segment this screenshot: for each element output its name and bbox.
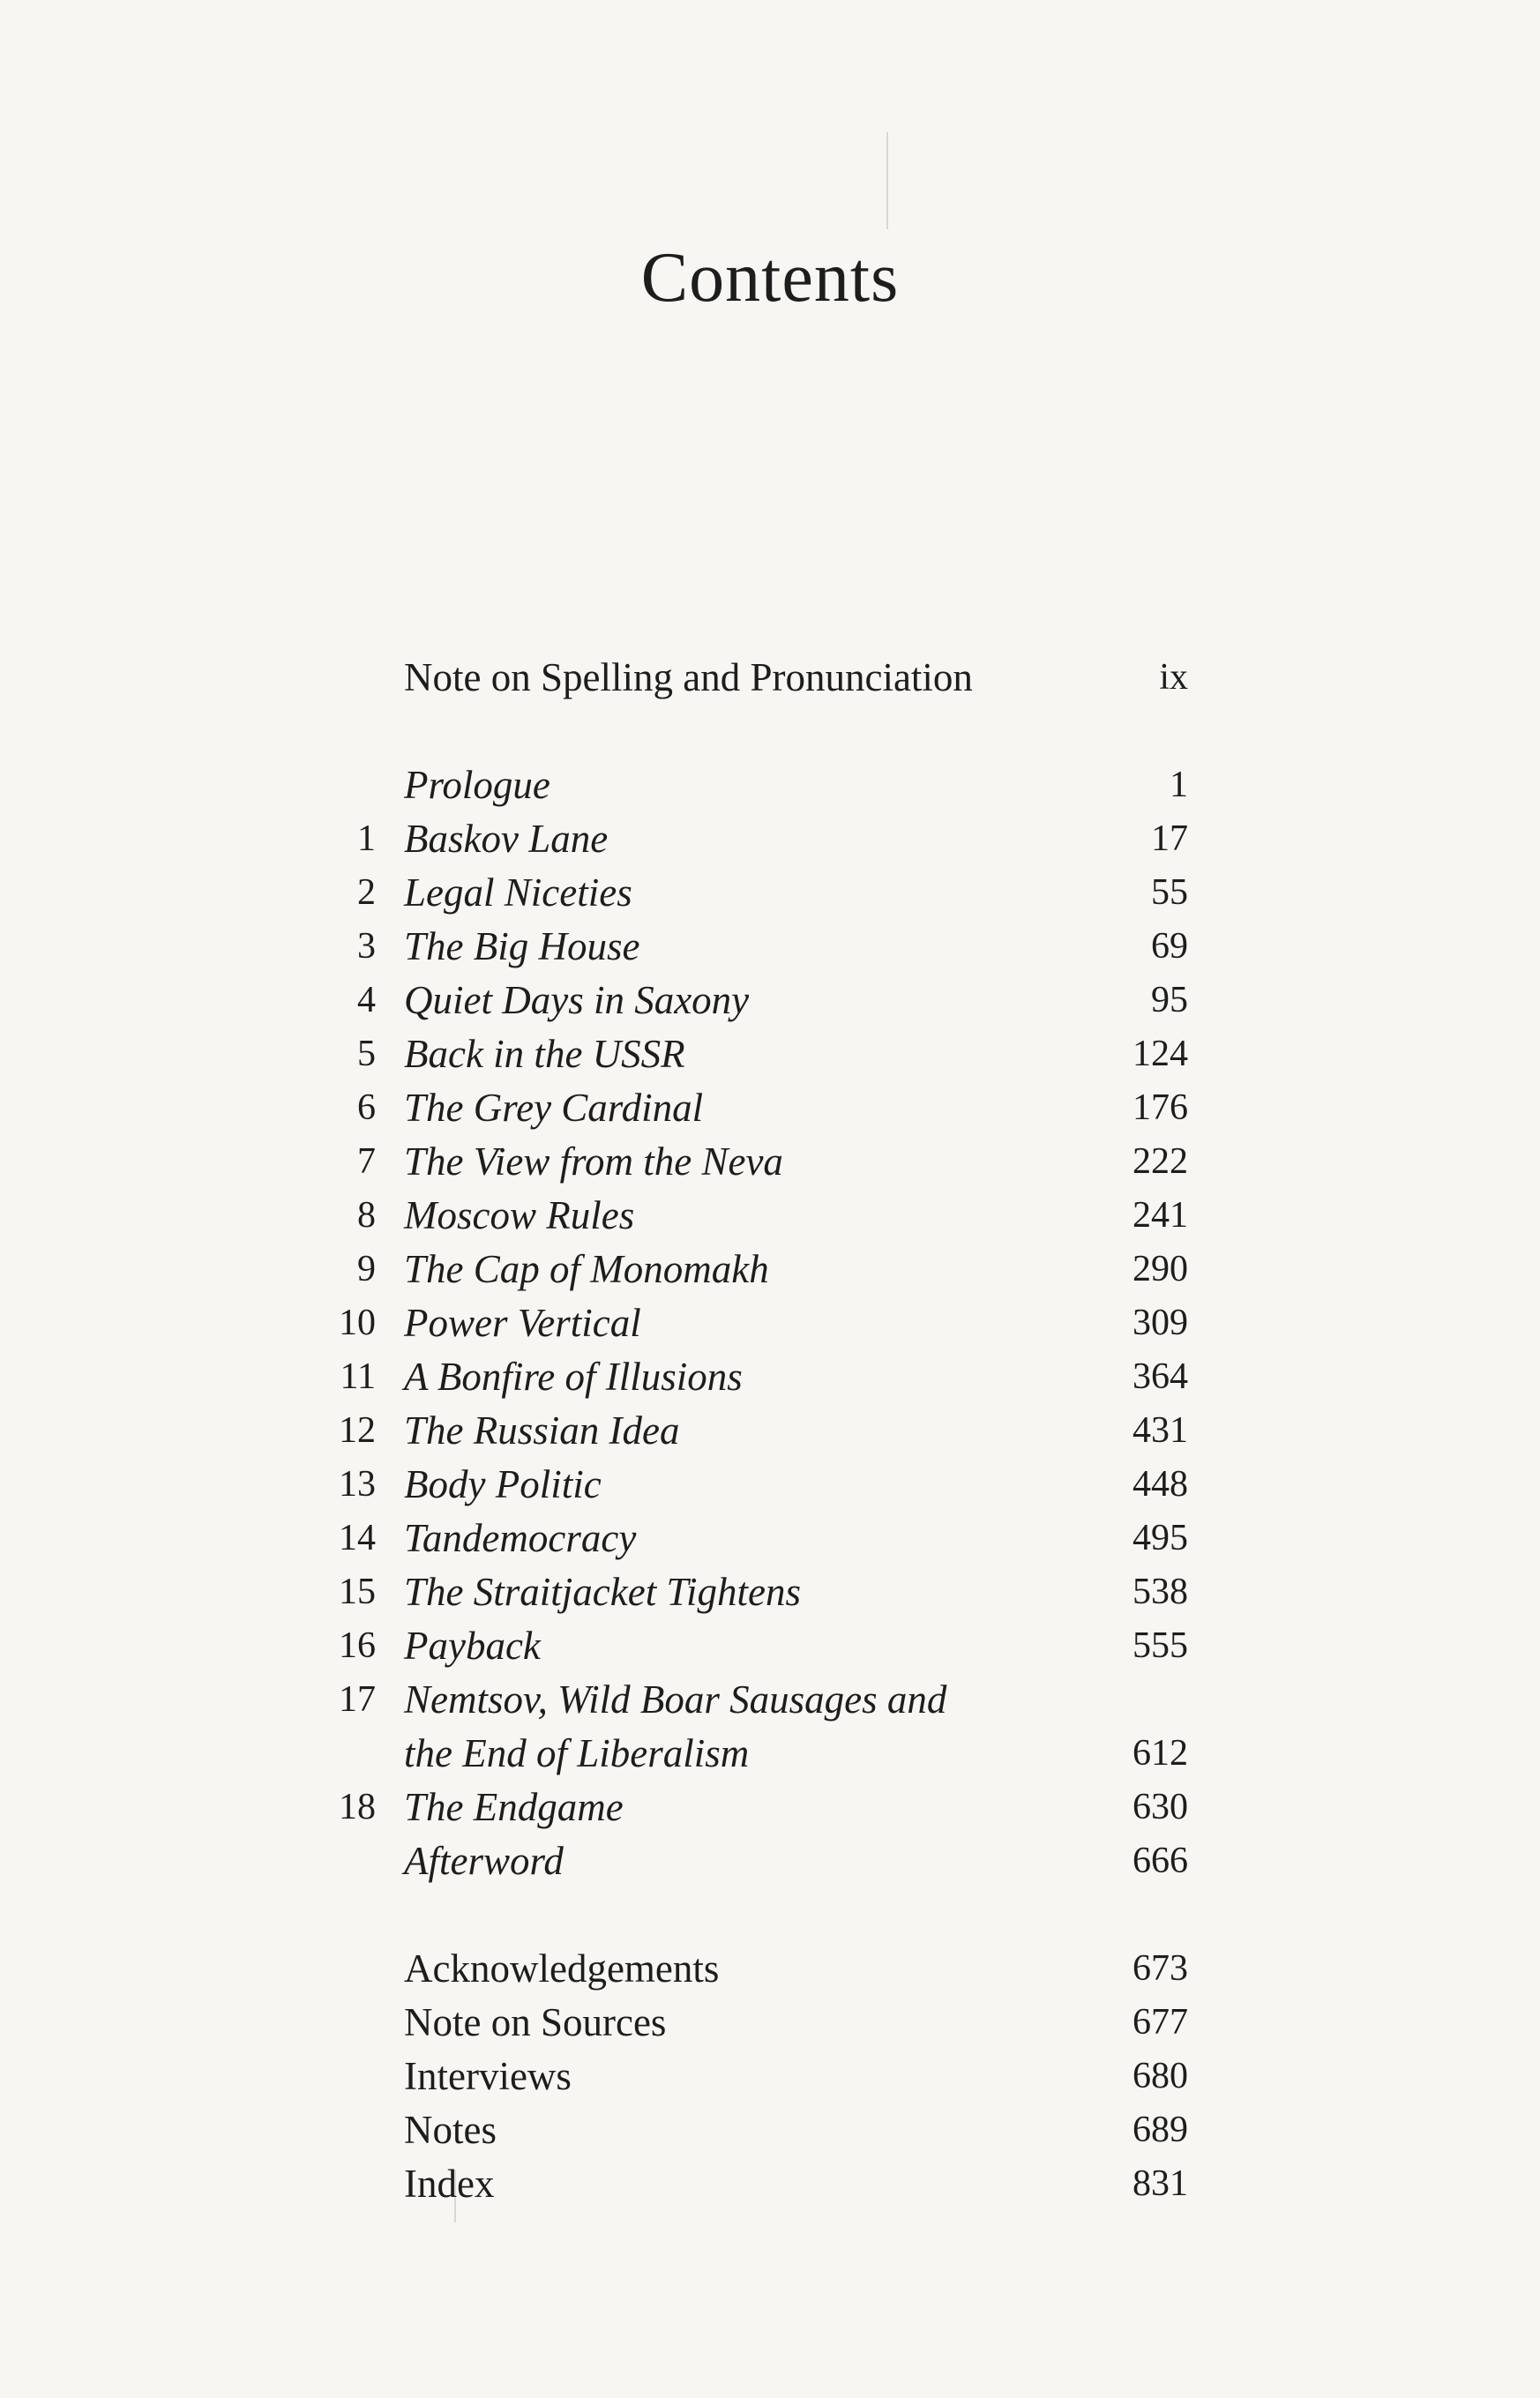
entry-title: The Russian Idea bbox=[404, 1408, 680, 1453]
page-number: 241 bbox=[1133, 1195, 1188, 1236]
chapters-entry bbox=[0, 1781, 1540, 1834]
chapter-number: 1 bbox=[357, 818, 376, 859]
chapters-entry bbox=[0, 1296, 1540, 1349]
chapter-number: 4 bbox=[357, 980, 376, 1020]
chapter-number: 7 bbox=[357, 1141, 376, 1182]
chapters-entry bbox=[0, 1027, 1540, 1080]
page-number: 495 bbox=[1133, 1518, 1188, 1558]
chapters-entry bbox=[0, 1243, 1540, 1296]
page-number: 612 bbox=[1133, 1733, 1188, 1774]
chapters-entry bbox=[0, 1619, 1540, 1672]
page-number: 431 bbox=[1133, 1410, 1188, 1451]
entry-title: Body Politic bbox=[404, 1462, 602, 1506]
page-number: 176 bbox=[1133, 1087, 1188, 1128]
entry-title: Quiet Days in Saxony bbox=[404, 978, 750, 1022]
page-number: 677 bbox=[1133, 2002, 1188, 2043]
page-number: 666 bbox=[1133, 1841, 1188, 1881]
chapter-number: 15 bbox=[339, 1572, 376, 1612]
page-number: 290 bbox=[1133, 1249, 1188, 1289]
page-number: 17 bbox=[1151, 818, 1188, 859]
page-number: 689 bbox=[1133, 2110, 1188, 2150]
chapters-entry bbox=[0, 974, 1540, 1027]
entry-title: Nemtsov, Wild Boar Sausages and bbox=[404, 1677, 947, 1722]
entry-title: Baskov Lane bbox=[404, 817, 609, 861]
chapter-number: 9 bbox=[357, 1249, 376, 1289]
chapters-entry bbox=[0, 1565, 1540, 1618]
entry-title: The View from the Neva bbox=[404, 1139, 783, 1184]
chapter-number: 13 bbox=[339, 1464, 376, 1505]
chapter-number: 8 bbox=[357, 1195, 376, 1236]
entry-title: Acknowledgements bbox=[404, 1946, 720, 1991]
entry-title: The Cap of Monomakh bbox=[404, 1247, 769, 1291]
entry-title: Power Vertical bbox=[404, 1301, 641, 1345]
entry-title: Index bbox=[404, 2162, 495, 2206]
page-number: 831 bbox=[1133, 2163, 1188, 2204]
chapters-entry bbox=[0, 1350, 1540, 1403]
chapters-entry bbox=[0, 1673, 1540, 1726]
scan-crease-mark bbox=[886, 132, 888, 229]
chapter-number: 2 bbox=[357, 872, 376, 913]
page-number: 309 bbox=[1133, 1303, 1188, 1343]
chapter-number: 16 bbox=[339, 1625, 376, 1666]
entry-title: Note on Spelling and Pronunciation bbox=[404, 655, 973, 699]
back-matter-entry bbox=[0, 1996, 1540, 2049]
page-number: 95 bbox=[1151, 980, 1188, 1020]
chapters-entry bbox=[0, 758, 1540, 811]
chapters-entry bbox=[0, 1081, 1540, 1134]
page-number: 555 bbox=[1133, 1625, 1188, 1666]
page-number: 55 bbox=[1151, 872, 1188, 913]
chapter-number: 3 bbox=[357, 926, 376, 967]
page-title: Contents bbox=[640, 239, 900, 317]
chapter-number: 6 bbox=[357, 1087, 376, 1128]
chapters-entry bbox=[0, 1404, 1540, 1457]
page-number: ix bbox=[1159, 657, 1188, 698]
back-matter-entry bbox=[0, 2050, 1540, 2103]
page-number: 680 bbox=[1133, 2056, 1188, 2096]
chapter-number: 12 bbox=[339, 1410, 376, 1451]
entry-title: Afterword bbox=[404, 1839, 564, 1883]
page-number: 673 bbox=[1133, 1948, 1188, 1989]
back-matter-entry bbox=[0, 2103, 1540, 2156]
entry-title: The Straitjacket Tightens bbox=[404, 1570, 801, 1614]
page-number: 1 bbox=[1170, 765, 1188, 805]
back-matter-entry bbox=[0, 1942, 1540, 1995]
chapter-number: 18 bbox=[339, 1787, 376, 1827]
page-number: 69 bbox=[1151, 926, 1188, 967]
chapters-entry bbox=[0, 1458, 1540, 1511]
entry-title: Legal Niceties bbox=[404, 870, 632, 915]
entry-title: The Grey Cardinal bbox=[404, 1086, 704, 1130]
chapter-number: 11 bbox=[340, 1356, 376, 1397]
entry-title: The Endgame bbox=[404, 1785, 624, 1829]
entry-title: the End of Liberalism bbox=[404, 1731, 750, 1775]
entry-title: Interviews bbox=[404, 2054, 572, 2098]
page-number: 364 bbox=[1133, 1356, 1188, 1397]
page-number: 448 bbox=[1133, 1464, 1188, 1505]
entry-title: Moscow Rules bbox=[404, 1193, 635, 1237]
chapter-number: 14 bbox=[339, 1518, 376, 1558]
chapters-entry bbox=[0, 812, 1540, 865]
entry-title: Tandemocracy bbox=[404, 1516, 637, 1560]
entry-title: Prologue bbox=[404, 763, 550, 807]
back-matter-entry bbox=[0, 2157, 1540, 2210]
entry-title: Payback bbox=[404, 1624, 541, 1668]
page-number: 222 bbox=[1133, 1141, 1188, 1182]
entry-title: Notes bbox=[404, 2108, 497, 2152]
chapters-entry bbox=[0, 1727, 1540, 1780]
chapters-entry bbox=[0, 1135, 1540, 1188]
chapters-entry bbox=[0, 920, 1540, 973]
chapters-entry bbox=[0, 1834, 1540, 1887]
chapters-entry bbox=[0, 866, 1540, 919]
entry-title: Back in the USSR bbox=[404, 1032, 685, 1076]
page-number: 630 bbox=[1133, 1787, 1188, 1827]
front-matter-entry bbox=[0, 651, 1540, 704]
chapter-number: 17 bbox=[339, 1679, 376, 1720]
chapters-entry bbox=[0, 1189, 1540, 1242]
page-number: 124 bbox=[1133, 1034, 1188, 1074]
chapters-entry bbox=[0, 1512, 1540, 1565]
page-number: 538 bbox=[1133, 1572, 1188, 1612]
entry-title: The Big House bbox=[404, 924, 640, 968]
entry-title: Note on Sources bbox=[404, 2000, 667, 2044]
chapter-number: 10 bbox=[339, 1303, 376, 1343]
chapter-number: 5 bbox=[357, 1034, 376, 1074]
entry-title: A Bonfire of Illusions bbox=[404, 1355, 743, 1399]
